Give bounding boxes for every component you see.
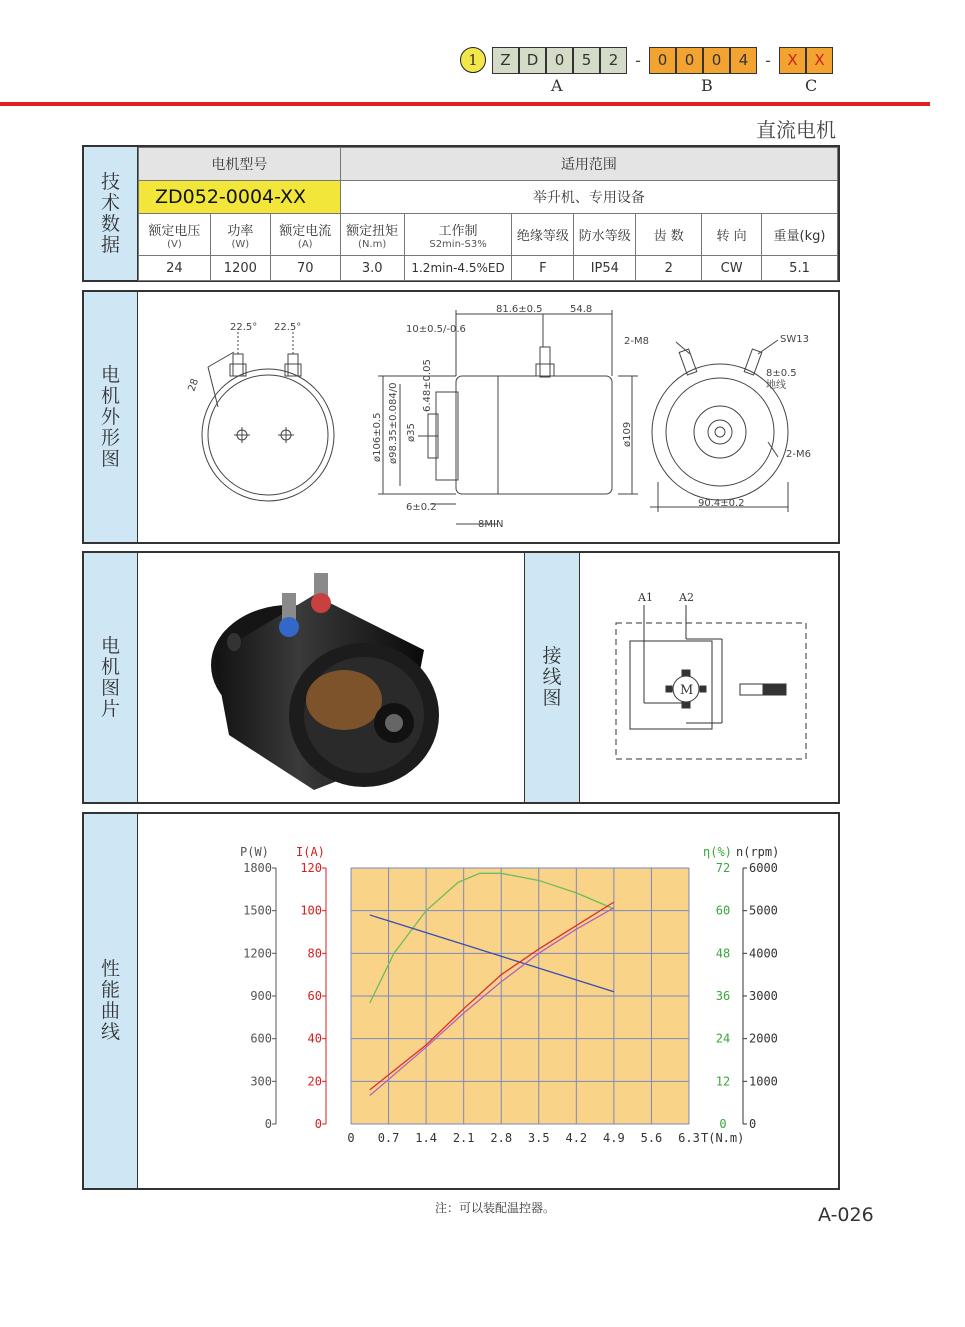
spec-side-text: 技术数据	[100, 170, 120, 256]
y-tick-label: 1000	[749, 1074, 778, 1089]
dim-904: 90.4±0.2	[698, 498, 745, 509]
y-tick-label: 900	[250, 989, 272, 1003]
performance-side-text: 性能曲线	[100, 958, 120, 1043]
code-label-b: B	[701, 76, 713, 95]
dim-d35: ø35	[406, 423, 417, 442]
x-tick-label: 1.4	[415, 1131, 437, 1145]
model-value: ZD052-0004-XX	[139, 181, 341, 214]
y-tick-label: 120	[300, 861, 322, 875]
spec-panel	[82, 145, 840, 282]
spec-value: 1.2min-4.5%ED	[404, 256, 512, 281]
footnote: 注：可以装配温控器。	[435, 1201, 556, 1215]
y-tick-label: 72	[715, 861, 731, 875]
y-tick-label: 80	[307, 946, 322, 961]
dim-2m6: 2-M6	[786, 449, 811, 460]
performance-side-label	[84, 814, 138, 1188]
code-a-char: 0	[546, 47, 573, 74]
dim-548: 54.8	[570, 304, 593, 315]
code-b-char: 0	[703, 47, 730, 74]
y-tick-label: 1200	[243, 946, 272, 961]
code-c-char: X	[779, 47, 806, 74]
y-tick-label: 5000	[749, 903, 778, 918]
header-divider	[0, 102, 930, 106]
spec-table	[138, 147, 838, 281]
col-header: 转 向	[702, 214, 762, 256]
col-header: 绝缘等级	[512, 214, 574, 256]
y-axis-label: I(A)	[296, 845, 325, 859]
code-circle: 1	[460, 47, 486, 73]
x-tick-label: 2.8	[490, 1131, 513, 1145]
spec-value: F	[512, 256, 574, 281]
y-tick-label: 1800	[243, 861, 272, 875]
scope-value: 举升机、专用设备	[340, 181, 837, 214]
motor-symbol: M	[680, 683, 694, 698]
y-tick-label: 12	[715, 1074, 731, 1089]
dim-8min: 8MIN	[478, 519, 504, 530]
y-tick-label: 600	[250, 1031, 272, 1046]
spec-value: 5.1	[762, 256, 838, 281]
dim-816: 81.6±0.5	[496, 304, 543, 315]
y-tick-label: 40	[307, 1031, 322, 1046]
y-tick-label: 36	[715, 989, 731, 1003]
code-label-a: A	[551, 76, 563, 95]
wiring-diagram	[582, 553, 838, 803]
y-tick-label: 60	[307, 989, 322, 1003]
performance-chart	[138, 814, 838, 1188]
drawing-panel	[82, 290, 840, 544]
col-header: 工作制 S2min-S3%	[404, 214, 512, 256]
col-header: 额定扭矩 (N.m)	[340, 214, 404, 256]
scope-header: 适用范围	[340, 148, 837, 181]
terminal-a2: A2	[679, 591, 694, 604]
code-dash: -	[765, 50, 771, 70]
col-header: 防水等级	[574, 214, 636, 256]
col-header: 额定电流 (A)	[270, 214, 340, 256]
y-tick-label: 3000	[749, 989, 778, 1003]
x-tick-label: 2.1	[452, 1131, 475, 1145]
dim-sw13: SW13	[780, 334, 809, 345]
y-tick-label: 0	[749, 1117, 757, 1131]
y-tick-label: 1500	[243, 903, 272, 918]
drawing-side-text: 电机外形图	[100, 363, 120, 470]
side-view	[372, 304, 638, 530]
code-label-c: C	[805, 76, 818, 95]
y-tick-label: 60	[715, 903, 731, 918]
code-c-char: X	[806, 47, 833, 74]
model-code	[460, 44, 833, 76]
y-tick-label: 4000	[749, 946, 778, 961]
dim-d109: ø109	[622, 421, 633, 447]
motor-photo	[194, 555, 464, 800]
front-view	[186, 322, 334, 501]
photo-side-text: 电机图片	[100, 634, 120, 720]
y-tick-label: 2000	[749, 1031, 778, 1046]
photo-panel	[82, 551, 840, 804]
dim-6: 6±0.2	[406, 502, 437, 513]
y-tick-label: 0	[719, 1117, 727, 1131]
model-header: 电机型号	[139, 148, 341, 181]
spec-side-label	[84, 147, 138, 280]
code-a-char: 5	[573, 47, 600, 74]
col-header: 齿 数	[636, 214, 702, 256]
x-axis-label: T(N.m)	[701, 1131, 745, 1145]
x-tick-label: 4.2	[565, 1131, 588, 1145]
code-b-char: 0	[649, 47, 676, 74]
y-axis-label: n(rpm)	[736, 845, 780, 859]
spec-value: 3.0	[340, 256, 404, 281]
x-tick-label: 3.5	[527, 1131, 550, 1145]
y-tick-label: 24	[715, 1031, 731, 1046]
dim-28: 28	[186, 377, 202, 394]
x-tick-label: 0.7	[377, 1131, 400, 1145]
page-number: A-026	[818, 1204, 874, 1226]
dim-2m8: 2-M8	[624, 336, 649, 347]
photo-side-label	[84, 553, 138, 802]
code-b-char: 4	[730, 47, 757, 74]
wiring-side-text: 接线图	[542, 645, 562, 709]
x-tick-label: 5.6	[640, 1131, 663, 1145]
x-tick-label: 4.9	[603, 1131, 625, 1145]
y-axis-label: η(%)	[703, 845, 732, 859]
dim-d9835: ø98.35±0.084/0	[388, 382, 399, 464]
code-a-char: D	[519, 47, 546, 74]
col-header: 功率 (W)	[210, 214, 270, 256]
code-a-char: Z	[492, 47, 519, 74]
spec-value: CW	[702, 256, 762, 281]
spec-value: 24	[139, 256, 211, 281]
y-tick-label: 48	[715, 946, 731, 961]
rear-view	[624, 334, 811, 512]
col-header: 额定电压 (V)	[139, 214, 211, 256]
dim-ground: 地线	[766, 380, 786, 391]
drawing-side-label	[84, 292, 138, 542]
x-tick-label: 0	[347, 1131, 355, 1145]
y-axis-label: P(W)	[240, 845, 269, 859]
y-tick-label: 100	[300, 903, 322, 918]
y-tick-label: 300	[250, 1074, 272, 1089]
y-tick-label: 0	[314, 1117, 322, 1131]
dimension-drawing	[138, 292, 840, 542]
y-tick-label: 20	[307, 1074, 322, 1089]
terminal-a1: A1	[638, 591, 653, 604]
dim-d106: ø106±0.5	[372, 412, 383, 462]
spec-value: 70	[270, 256, 340, 281]
dim-angle-left: 22.5°	[230, 322, 258, 333]
category-title: 直流电机	[756, 118, 836, 142]
y-tick-label: 0	[264, 1117, 272, 1131]
spec-value: IP54	[574, 256, 636, 281]
y-tick-label: 6000	[749, 861, 778, 875]
dim-angle-right: 22.5°	[274, 322, 302, 333]
dim-8: 8±0.5	[766, 368, 797, 379]
x-tick-label: 6.3	[678, 1131, 700, 1145]
dim-648: 6.48±0.05	[422, 359, 433, 412]
code-a-char: 2	[600, 47, 627, 74]
spec-value: 1200	[210, 256, 270, 281]
performance-panel	[82, 812, 840, 1190]
wiring-side-label	[524, 553, 580, 802]
code-dash: -	[635, 50, 641, 70]
col-header: 重量(kg)	[762, 214, 838, 256]
dim-10: 10±0.5/-0.6	[406, 324, 466, 335]
code-b-char: 0	[676, 47, 703, 74]
spec-value: 2	[636, 256, 702, 281]
performance-chart-box	[138, 814, 838, 1188]
